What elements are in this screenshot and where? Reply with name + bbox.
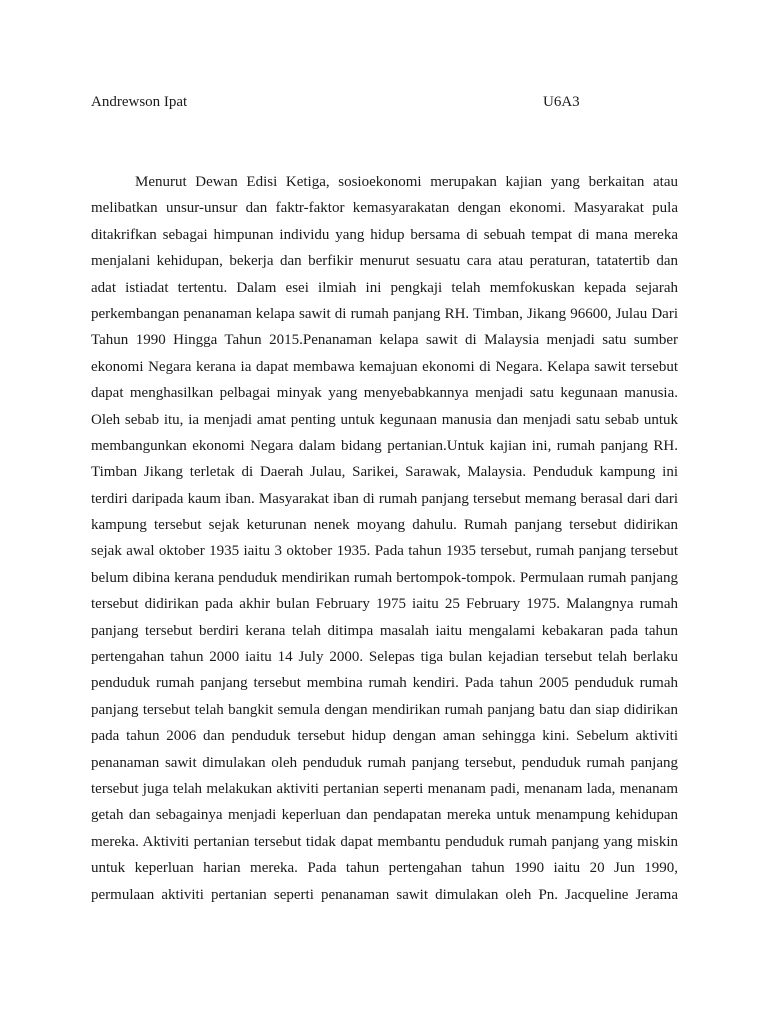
- essay-line: penanaman sawit dimulakan oleh penduduk rumah panjang tersebut, penduduk rumah panjang: [91, 754, 678, 771]
- essay-line: ditakrifkan sebagai himpunan individu yang hidup bersama di sebuah tempat di mana mereka: [91, 226, 678, 243]
- essay-line: Timban Jikang terletak di Daerah Julau, Sarikei, Sarawak, Malaysia. Penduduk kampung ini: [91, 464, 678, 481]
- author-name: Andrewson Ipat: [91, 94, 188, 110]
- essay-line: permulaan aktiviti pertanian seperti penanaman sawit dimulakan oleh Pn. Jacqueline Jerama: [91, 886, 678, 903]
- essay-line: perkembangan penanaman kelapa sawit di rumah panjang RH. Timban, Jikang 96600, Julau Dari: [91, 305, 678, 322]
- essay-line: untuk keperluan harian mereka. Pada tahun pertengahan tahun 1990 iaitu 20 Jun 1990,: [91, 860, 678, 877]
- essay-line: tersebut juga telah melakukan aktiviti pertanian seperti menanam padi, menanam lada, menanam: [91, 780, 678, 797]
- essay-line: Oleh sebab itu, ia menjadi amat penting untuk kegunaan manusia dan menjadi satu sebab untuk: [91, 411, 678, 428]
- essay-line: tersebut didirikan pada akhir bulan February 1975 iaitu 25 February 1975. Malangnya rumah: [91, 596, 678, 613]
- essay-line: panjang tersebut telah bangkit semula dengan mendirikan rumah panjang batu dan siap didirikan: [91, 701, 678, 718]
- essay-line: pertengahan tahun 2000 iaitu 14 July 2000. Selepas tiga bulan kejadian tersebut telah berlaku: [91, 649, 678, 666]
- essay-line: melibatkan unsur-unsur dan faktr-faktor kemasyarakatan dengan ekonomi. Masyarakat pula: [91, 200, 678, 217]
- essay-line: penduduk rumah panjang tersebut membina rumah kendiri. Pada tahun 2005 penduduk rumah: [91, 675, 678, 692]
- essay-line: ekonomi Negara kerana ia dapat membawa kemajuan ekonomi di Negara. Kelapa sawit tersebut: [91, 358, 678, 375]
- essay-line: mereka. Aktiviti pertanian tersebut tidak dapat membantu penduduk rumah panjang yang miskin: [91, 833, 678, 850]
- essay-line: Tahun 1990 Hingga Tahun 2015.Penanaman kelapa sawit di Malaysia menjadi satu sumber: [91, 332, 678, 349]
- essay-line: membangunkan ekonomi Negara dalam bidang pertanian.Untuk kajian ini, rumah panjang RH.: [91, 437, 678, 454]
- essay-line: Menurut Dewan Edisi Ketiga, sosioekonomi merupakan kajian yang berkaitan atau: [135, 174, 678, 190]
- essay-line: terdiri daripada kaum iban. Masyarakat iban di rumah panjang tersebut memang berasal dari dari: [91, 490, 678, 507]
- essay-body: [91, 169, 678, 908]
- essay-line: panjang tersebut berdiri kerana telah ditimpa masalah iaitu mengalami kebakaran pada tahun: [91, 622, 678, 639]
- essay-line: getah dan sebagainya menjadi keperluan dan pendapatan mereka untuk menampung kehidupan: [91, 807, 678, 824]
- essay-line: menjalani kehidupan, bekerja dan berfikir menurut sesuatu cara atau peraturan, tatatertib dan: [91, 253, 678, 270]
- essay-line: sejak awal oktober 1935 iaitu 3 oktober 1935. Pada tahun 1935 tersebut, rumah panjang tersebut: [91, 543, 678, 560]
- essay-line: kampung tersebut sejak keturunan nenek moyang dahulu. Rumah panjang tersebut didirikan: [91, 517, 678, 534]
- essay-line: pada tahun 2006 dan penduduk tersebut hidup dengan aman sehingga kini. Sebelum aktiviti: [91, 728, 678, 745]
- essay-line: adat istiadat tertentu. Dalam esei ilmiah ini pengkaji telah memfokuskan kepada sejarah: [91, 279, 678, 296]
- essay-line: belum dibina kerana penduduk mendirikan rumah bertompok-tompok. Permulaan rumah panjang: [91, 569, 678, 586]
- essay-line: dapat menghasilkan pelbagai minyak yang menyebabkannya menjadi satu kegunaan manusia.: [91, 385, 678, 402]
- class-code: U6A3: [543, 94, 580, 110]
